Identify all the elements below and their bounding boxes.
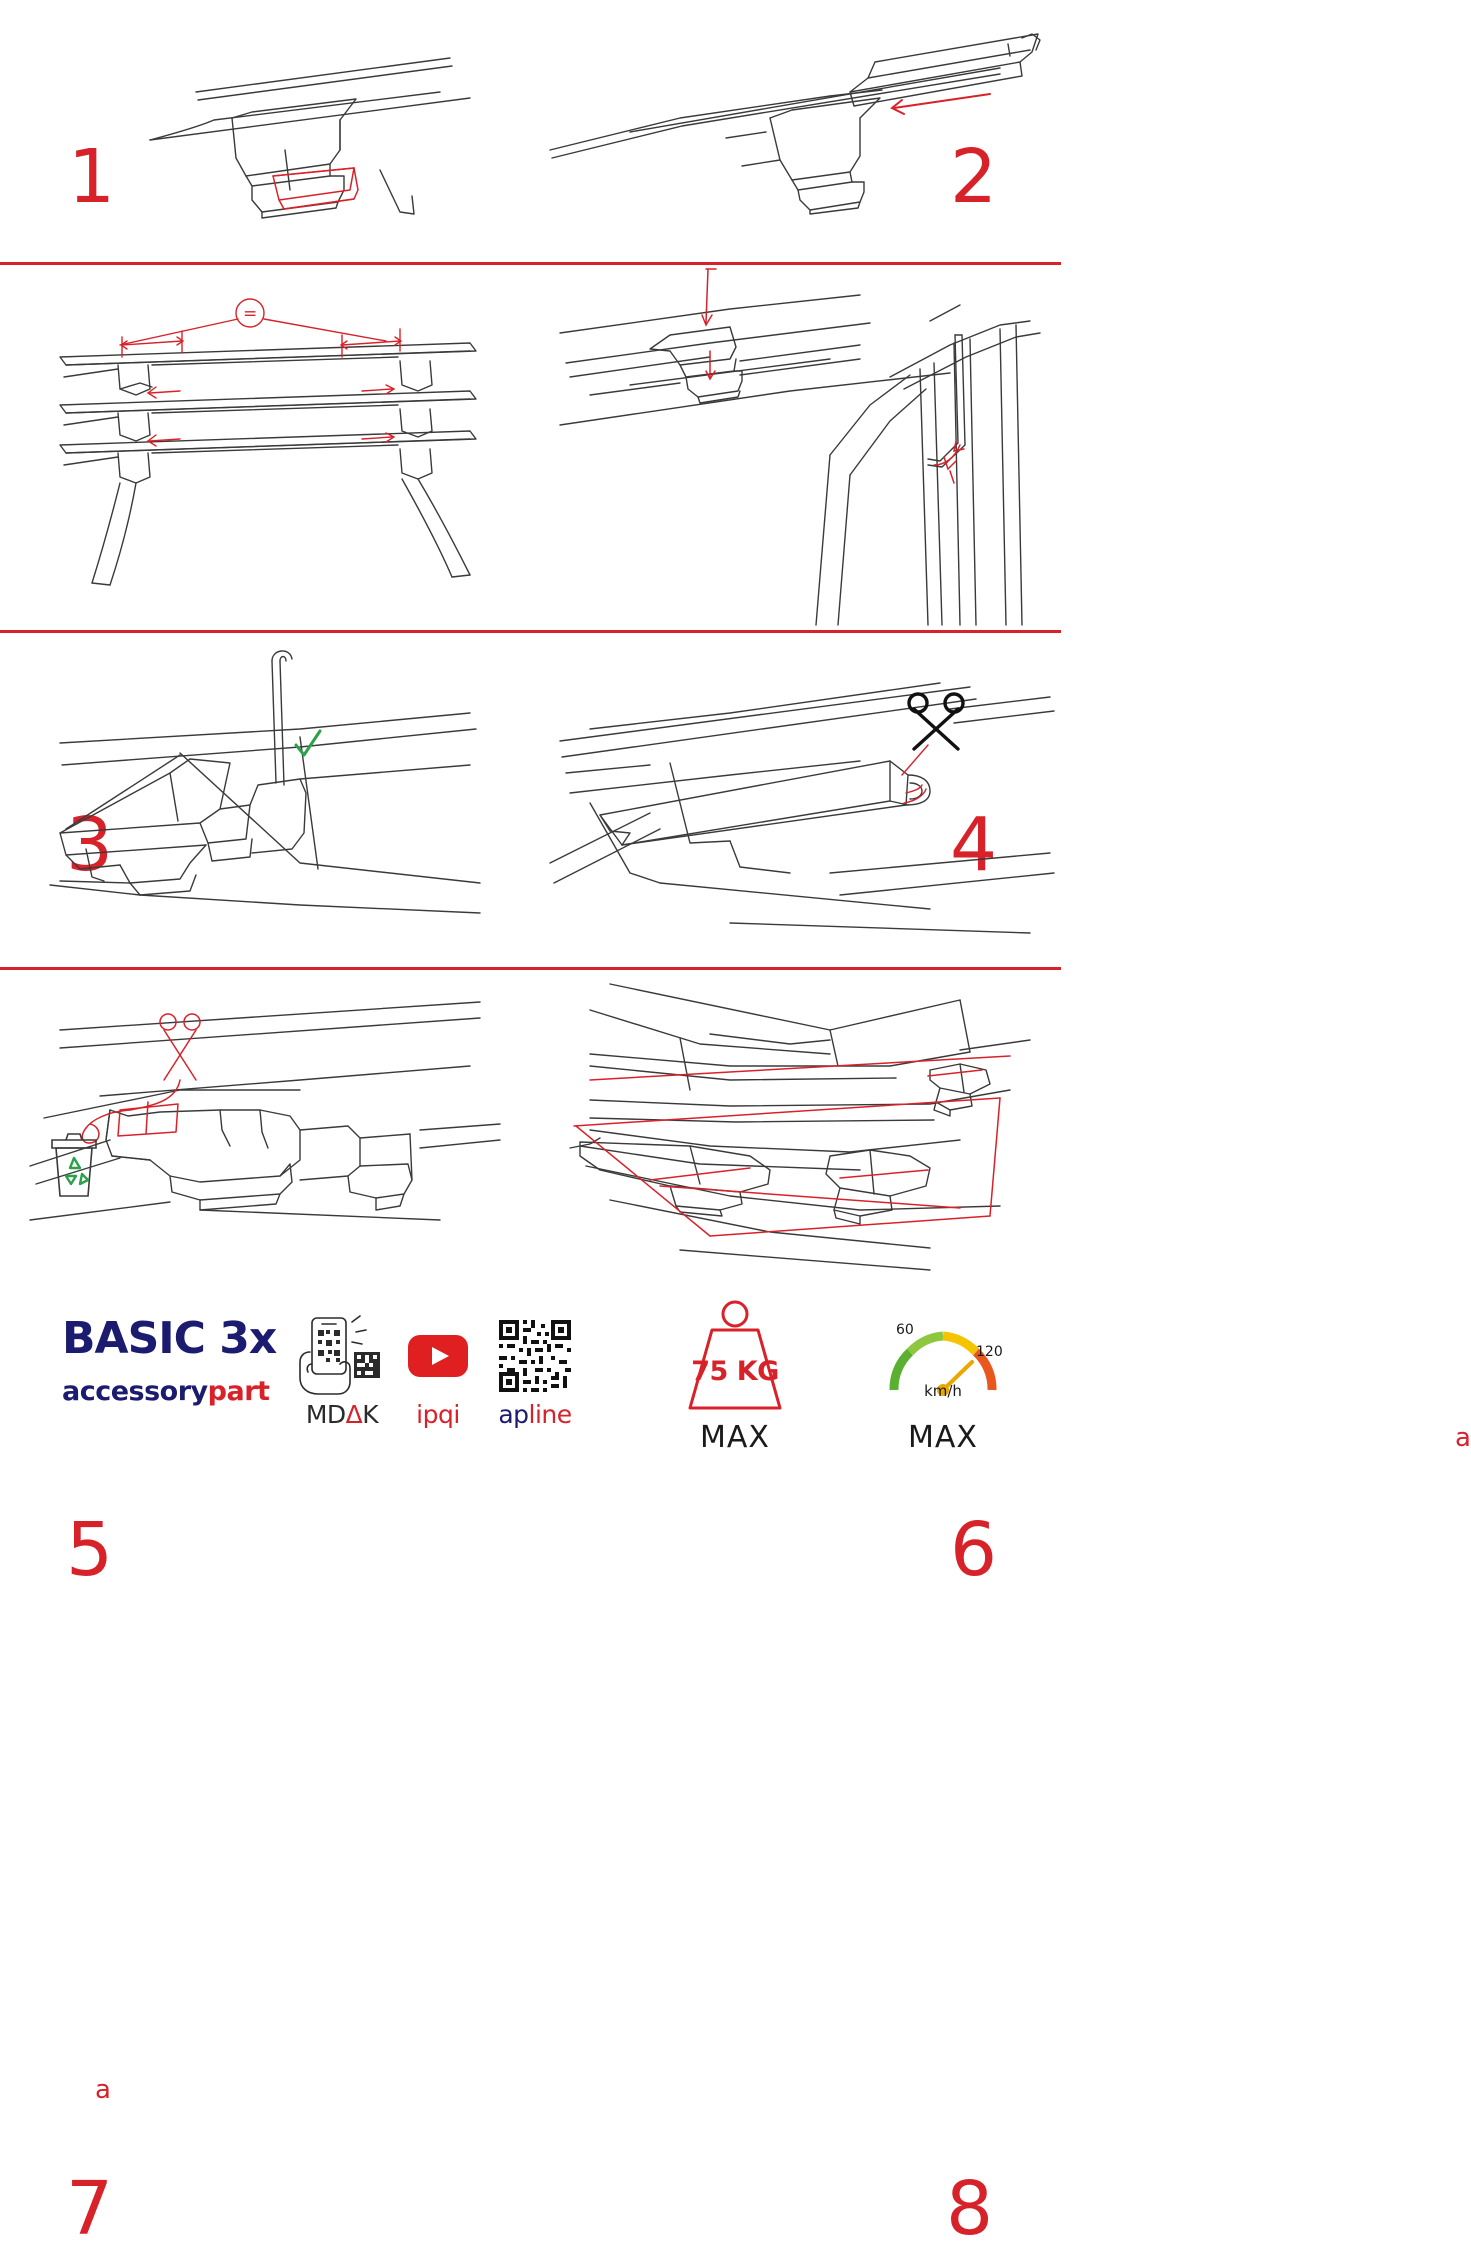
brand-sub-second: part bbox=[207, 1376, 270, 1407]
footer bbox=[0, 1290, 1061, 1500]
gauge-tick-high: 120 bbox=[976, 1344, 1003, 1360]
qr-code-icon bbox=[470, 1312, 600, 1400]
logo-ipqi-label: ipqi bbox=[416, 1400, 460, 1429]
equal-annotation: = bbox=[243, 304, 258, 324]
logo-apline-label-ap: ap bbox=[498, 1400, 529, 1429]
step-7-illustration bbox=[0, 970, 530, 1290]
step-3-illustration bbox=[0, 265, 530, 630]
logo-mdak-label bbox=[282, 1400, 402, 1429]
step-number-8: 8 bbox=[946, 2166, 994, 2252]
step-panel-2 bbox=[530, 0, 1061, 262]
hand-phone-qr-icon bbox=[282, 1312, 402, 1400]
brand-title-main: BASIC bbox=[62, 1313, 205, 1364]
step-2-illustration bbox=[530, 0, 1061, 262]
step-panel-3 bbox=[0, 265, 530, 888]
step-number-3: 3 bbox=[66, 802, 114, 888]
logo-mdak-label-delta: Δ bbox=[345, 1400, 363, 1429]
logo-mdak-label-part2: K bbox=[362, 1400, 379, 1429]
max-speed-block bbox=[848, 1304, 1038, 1455]
step-number-5: 5 bbox=[66, 1507, 114, 1593]
step-5-illustration bbox=[0, 633, 530, 967]
brand-sub-first: accessory bbox=[62, 1376, 208, 1407]
step-1-illustration bbox=[0, 0, 530, 262]
weight-icon bbox=[640, 1304, 830, 1416]
label-a-step6: a bbox=[1455, 1423, 1471, 1453]
step-8-illustration bbox=[530, 970, 1061, 1290]
speedometer-icon bbox=[848, 1304, 1038, 1416]
logo-apline[interactable] bbox=[470, 1312, 600, 1429]
brand-title bbox=[62, 1315, 292, 1363]
gauge-tick-low: 60 bbox=[896, 1322, 914, 1338]
step-number-4: 4 bbox=[950, 802, 998, 888]
step-number-2: 2 bbox=[950, 134, 998, 220]
step-number-1: 1 bbox=[68, 134, 116, 220]
brand-block bbox=[62, 1315, 292, 1407]
step-number-7: 7 bbox=[66, 2166, 114, 2252]
max-load-label: MAX bbox=[700, 1420, 770, 1455]
step-4-illustration bbox=[530, 265, 1061, 630]
step-panel-1 bbox=[0, 0, 530, 262]
step-6-illustration bbox=[530, 633, 1061, 967]
step-panel-4 bbox=[530, 265, 1061, 888]
max-load-block bbox=[640, 1304, 830, 1455]
logo-apline-label bbox=[470, 1400, 600, 1429]
max-speed-label: MAX bbox=[908, 1420, 978, 1455]
max-load-value: 75 KG bbox=[691, 1356, 779, 1387]
speed-unit: km/h bbox=[924, 1382, 962, 1400]
brand-subtitle bbox=[62, 1377, 292, 1407]
logo-mdak[interactable] bbox=[282, 1312, 402, 1429]
brand-title-count: 3x bbox=[219, 1313, 277, 1364]
step-number-6: 6 bbox=[950, 1507, 998, 1593]
label-a-step7: a bbox=[95, 2075, 111, 2105]
logo-apline-label-line: line bbox=[528, 1400, 572, 1429]
logo-mdak-label-part1: MD bbox=[305, 1400, 346, 1429]
